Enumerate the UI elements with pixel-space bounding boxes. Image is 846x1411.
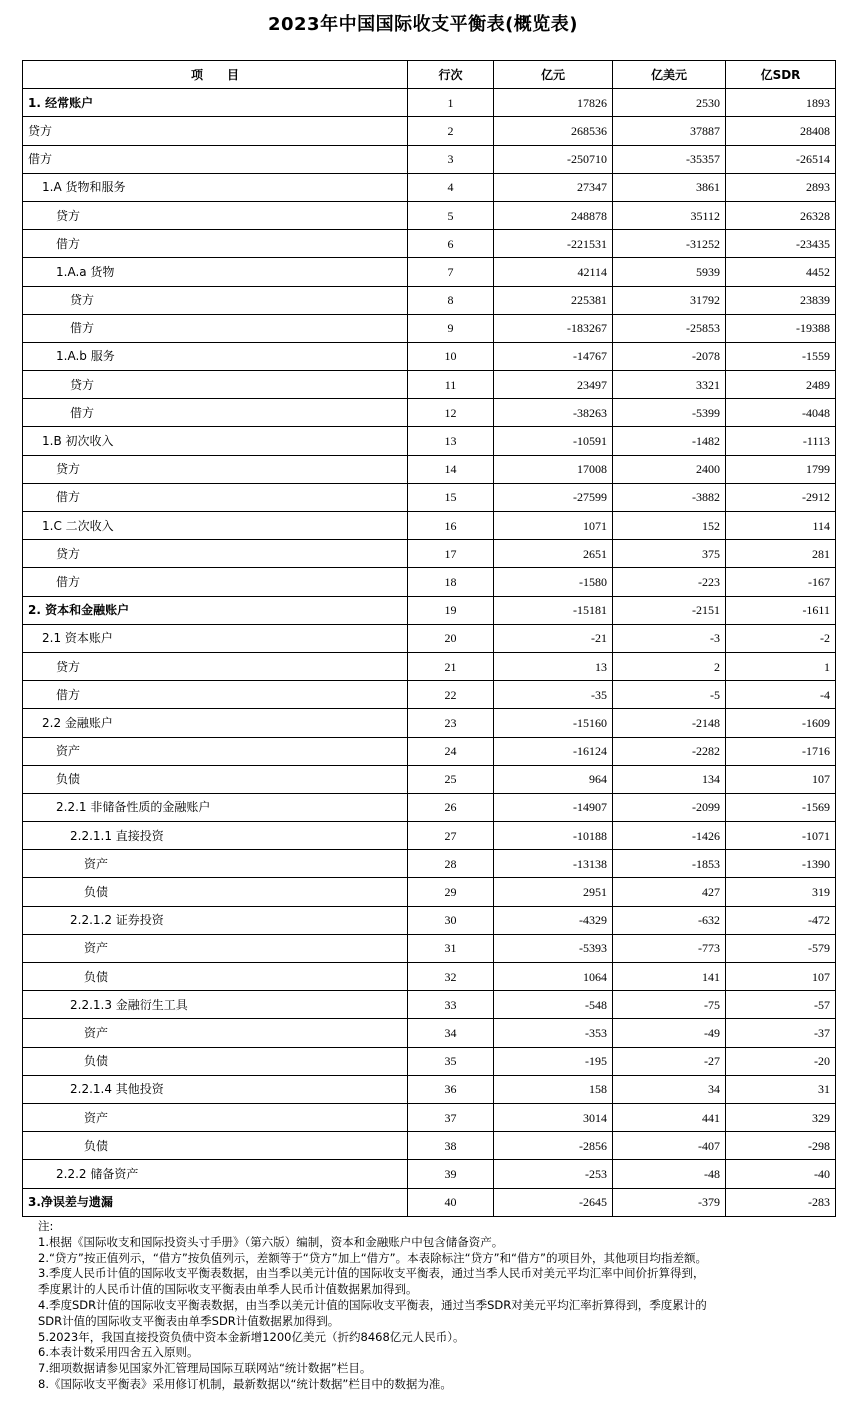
- row-value-usd: -2078: [613, 342, 726, 370]
- table-row: [23, 173, 836, 201]
- row-value-usd: 134: [613, 765, 726, 793]
- table-row: [23, 596, 836, 624]
- row-value-usd: 5939: [613, 258, 726, 286]
- row-value-sdr: 2489: [726, 371, 836, 399]
- row-value-sdr: -40: [726, 1160, 836, 1188]
- table-row: [23, 230, 836, 258]
- row-value-usd: 35112: [613, 201, 726, 229]
- row-line-number: 2: [408, 117, 494, 145]
- table-row: [23, 934, 836, 962]
- row-item-label: 贷方: [23, 455, 408, 483]
- row-value-usd: -2148: [613, 709, 726, 737]
- row-value-sdr: -1716: [726, 737, 836, 765]
- row-value-sdr: -2912: [726, 483, 836, 511]
- table-row: [23, 624, 836, 652]
- row-item-label: 资产: [23, 1019, 408, 1047]
- row-item-label: 借方: [23, 681, 408, 709]
- row-value-usd: -632: [613, 906, 726, 934]
- row-item-label: 借方: [23, 314, 408, 342]
- row-value-cny: -35: [494, 681, 613, 709]
- note-line: 4.季度SDR计值的国际收支平衡表数据，由当季以美元计值的国际收支平衡表，通过当季SDR对美元平均汇率折算得到，季度累计的: [38, 1297, 707, 1312]
- row-value-sdr: -26514: [726, 145, 836, 173]
- table-row: [23, 568, 836, 596]
- row-value-sdr: -1569: [726, 793, 836, 821]
- row-line-number: 18: [408, 568, 494, 596]
- row-value-sdr: -23435: [726, 230, 836, 258]
- header-usd: 亿美元: [613, 61, 726, 89]
- row-value-usd: -773: [613, 934, 726, 962]
- note-line: 6.本表计数采用四舍五入原则。: [38, 1345, 199, 1360]
- note-line: 3.季度人民币计值的国际收支平衡表数据，由当季以美元计值的国际收支平衡表，通过当季人民币对美元平均汇率中间价折算得到，: [38, 1266, 705, 1281]
- row-value-cny: -2856: [494, 1132, 613, 1160]
- bop-table: [22, 60, 836, 1217]
- header-sdr: 亿SDR: [726, 61, 836, 89]
- row-line-number: 4: [408, 173, 494, 201]
- row-item-label: 借方: [23, 399, 408, 427]
- row-value-sdr: -19388: [726, 314, 836, 342]
- row-line-number: 16: [408, 512, 494, 540]
- row-item-label: 1.A.b 服务: [23, 342, 408, 370]
- row-value-cny: 225381: [494, 286, 613, 314]
- row-value-cny: -38263: [494, 399, 613, 427]
- table-row: [23, 483, 836, 511]
- row-value-usd: -3: [613, 624, 726, 652]
- note-line: 注:: [38, 1219, 54, 1233]
- row-value-usd: -5399: [613, 399, 726, 427]
- row-line-number: 36: [408, 1075, 494, 1103]
- row-line-number: 15: [408, 483, 494, 511]
- row-value-sdr: 319: [726, 878, 836, 906]
- row-value-usd: -1482: [613, 427, 726, 455]
- row-value-cny: -10591: [494, 427, 613, 455]
- row-value-usd: 441: [613, 1103, 726, 1131]
- row-line-number: 3: [408, 145, 494, 173]
- row-value-usd: 2: [613, 652, 726, 680]
- row-value-usd: -5: [613, 681, 726, 709]
- row-item-label: 2.2.1.3 金融衍生工具: [23, 991, 408, 1019]
- row-value-cny: -195: [494, 1047, 613, 1075]
- table-row: [23, 314, 836, 342]
- table-row: [23, 963, 836, 991]
- table-row: [23, 765, 836, 793]
- row-value-cny: 23497: [494, 371, 613, 399]
- row-value-cny: 158: [494, 1075, 613, 1103]
- row-value-sdr: -57: [726, 991, 836, 1019]
- table-row: [23, 991, 836, 1019]
- row-value-sdr: 23839: [726, 286, 836, 314]
- row-line-number: 32: [408, 963, 494, 991]
- row-line-number: 33: [408, 991, 494, 1019]
- row-line-number: 29: [408, 878, 494, 906]
- table-row: [23, 1075, 836, 1103]
- row-value-usd: -223: [613, 568, 726, 596]
- row-value-cny: -16124: [494, 737, 613, 765]
- table-row: [23, 906, 836, 934]
- row-value-usd: 2400: [613, 455, 726, 483]
- table-row: [23, 1132, 836, 1160]
- row-item-label: 1.B 初次收入: [23, 427, 408, 455]
- row-value-usd: 34: [613, 1075, 726, 1103]
- row-line-number: 17: [408, 540, 494, 568]
- note-line: SDR计值的国际收支平衡表由单季SDR计值数据累加得到。: [38, 1313, 340, 1328]
- row-item-label: 负债: [23, 878, 408, 906]
- note-line: 5.2023年，我国直接投资负债中资本金新增1200亿美元（折约8468亿元人民币）。: [38, 1329, 465, 1344]
- header-line: 行次: [408, 61, 494, 89]
- row-line-number: 5: [408, 201, 494, 229]
- row-item-label: 贷方: [23, 371, 408, 399]
- row-value-cny: 268536: [494, 117, 613, 145]
- row-line-number: 8: [408, 286, 494, 314]
- note-line: 2.“贷方”按正值列示，“借方”按负值列示，差额等于“贷方”加上“借方”。本表除标注“贷方”和“借方”的项目外，其他项目均指差额。: [38, 1250, 707, 1265]
- row-item-label: 贷方: [23, 286, 408, 314]
- row-value-cny: 248878: [494, 201, 613, 229]
- table-row: [23, 117, 836, 145]
- row-value-sdr: 2893: [726, 173, 836, 201]
- row-value-usd: 141: [613, 963, 726, 991]
- row-line-number: 22: [408, 681, 494, 709]
- row-item-label: 资产: [23, 737, 408, 765]
- row-value-cny: 2651: [494, 540, 613, 568]
- row-item-label: 2.2.1.2 证券投资: [23, 906, 408, 934]
- row-value-usd: -1426: [613, 822, 726, 850]
- table-row: [23, 1019, 836, 1047]
- row-value-cny: -250710: [494, 145, 613, 173]
- table-body: [23, 89, 836, 1217]
- row-line-number: 34: [408, 1019, 494, 1047]
- row-item-label: 1.A.a 货物: [23, 258, 408, 286]
- row-item-label: 2.2.1.1 直接投资: [23, 822, 408, 850]
- row-value-cny: 2951: [494, 878, 613, 906]
- table-row: [23, 455, 836, 483]
- notes: [38, 1219, 838, 1393]
- row-value-sdr: 107: [726, 765, 836, 793]
- table-row: [23, 878, 836, 906]
- row-value-sdr: -298: [726, 1132, 836, 1160]
- row-value-cny: -27599: [494, 483, 613, 511]
- row-item-label: 贷方: [23, 540, 408, 568]
- row-value-sdr: 28408: [726, 117, 836, 145]
- row-line-number: 20: [408, 624, 494, 652]
- row-value-cny: -21: [494, 624, 613, 652]
- row-value-usd: 375: [613, 540, 726, 568]
- row-value-usd: -31252: [613, 230, 726, 258]
- row-value-sdr: 329: [726, 1103, 836, 1131]
- row-value-usd: 3861: [613, 173, 726, 201]
- row-value-sdr: 26328: [726, 201, 836, 229]
- row-value-usd: -75: [613, 991, 726, 1019]
- row-value-sdr: 31: [726, 1075, 836, 1103]
- row-item-label: 贷方: [23, 117, 408, 145]
- row-line-number: 11: [408, 371, 494, 399]
- row-line-number: 10: [408, 342, 494, 370]
- row-value-cny: -10188: [494, 822, 613, 850]
- row-line-number: 39: [408, 1160, 494, 1188]
- row-line-number: 14: [408, 455, 494, 483]
- row-value-sdr: -4048: [726, 399, 836, 427]
- row-item-label: 2.2 金融账户: [23, 709, 408, 737]
- table-row: [23, 1188, 836, 1216]
- row-value-cny: 27347: [494, 173, 613, 201]
- row-item-label: 借方: [23, 568, 408, 596]
- row-value-cny: 42114: [494, 258, 613, 286]
- table-row: [23, 681, 836, 709]
- row-value-cny: 13: [494, 652, 613, 680]
- row-value-usd: -27: [613, 1047, 726, 1075]
- row-value-sdr: -1071: [726, 822, 836, 850]
- row-line-number: 27: [408, 822, 494, 850]
- table-row: [23, 399, 836, 427]
- row-item-label: 负债: [23, 1132, 408, 1160]
- row-item-label: 2.2.1 非储备性质的金融账户: [23, 793, 408, 821]
- row-line-number: 13: [408, 427, 494, 455]
- row-line-number: 35: [408, 1047, 494, 1075]
- row-line-number: 28: [408, 850, 494, 878]
- row-value-sdr: -1390: [726, 850, 836, 878]
- row-item-label: 1. 经常账户: [23, 89, 408, 117]
- row-value-cny: 1064: [494, 963, 613, 991]
- row-item-label: 负债: [23, 1047, 408, 1075]
- row-line-number: 1: [408, 89, 494, 117]
- row-line-number: 7: [408, 258, 494, 286]
- row-value-cny: -4329: [494, 906, 613, 934]
- row-value-sdr: -2: [726, 624, 836, 652]
- table-row: [23, 822, 836, 850]
- row-value-cny: -353: [494, 1019, 613, 1047]
- row-value-sdr: -1611: [726, 596, 836, 624]
- row-line-number: 9: [408, 314, 494, 342]
- row-value-usd: 31792: [613, 286, 726, 314]
- row-value-sdr: 4452: [726, 258, 836, 286]
- row-value-usd: 152: [613, 512, 726, 540]
- row-value-sdr: -4: [726, 681, 836, 709]
- row-item-label: 资产: [23, 934, 408, 962]
- row-item-label: 负债: [23, 963, 408, 991]
- row-item-label: 贷方: [23, 201, 408, 229]
- row-value-sdr: 1893: [726, 89, 836, 117]
- row-value-cny: 17826: [494, 89, 613, 117]
- row-value-usd: 37887: [613, 117, 726, 145]
- row-line-number: 40: [408, 1188, 494, 1216]
- row-value-usd: -2282: [613, 737, 726, 765]
- row-value-sdr: -1609: [726, 709, 836, 737]
- row-line-number: 31: [408, 934, 494, 962]
- row-value-usd: -3882: [613, 483, 726, 511]
- table-row: [23, 737, 836, 765]
- row-value-usd: 427: [613, 878, 726, 906]
- row-item-label: 借方: [23, 483, 408, 511]
- row-value-sdr: -283: [726, 1188, 836, 1216]
- row-item-label: 借方: [23, 230, 408, 258]
- row-value-cny: -14767: [494, 342, 613, 370]
- row-line-number: 24: [408, 737, 494, 765]
- row-value-sdr: -1113: [726, 427, 836, 455]
- row-value-cny: -15160: [494, 709, 613, 737]
- row-value-usd: -2099: [613, 793, 726, 821]
- table-header-row: [23, 61, 836, 89]
- row-line-number: 21: [408, 652, 494, 680]
- row-value-cny: -548: [494, 991, 613, 1019]
- row-value-sdr: 114: [726, 512, 836, 540]
- row-value-usd: 3321: [613, 371, 726, 399]
- row-item-label: 负债: [23, 765, 408, 793]
- table-row: [23, 89, 836, 117]
- header-cny: 亿元: [494, 61, 613, 89]
- note-line: 1.根据《国际收支和国际投资头寸手册》（第六版）编制，资本和金融账户中包含储备资产。: [38, 1234, 504, 1249]
- row-value-sdr: 107: [726, 963, 836, 991]
- table-row: [23, 258, 836, 286]
- row-value-usd: -407: [613, 1132, 726, 1160]
- row-item-label: 贷方: [23, 652, 408, 680]
- row-line-number: 25: [408, 765, 494, 793]
- row-item-label: 资产: [23, 1103, 408, 1131]
- table-row: [23, 540, 836, 568]
- row-value-cny: -14907: [494, 793, 613, 821]
- row-value-sdr: -20: [726, 1047, 836, 1075]
- row-item-label: 2.1 资本账户: [23, 624, 408, 652]
- row-value-cny: -15181: [494, 596, 613, 624]
- row-value-sdr: -472: [726, 906, 836, 934]
- row-value-cny: -183267: [494, 314, 613, 342]
- row-value-cny: 964: [494, 765, 613, 793]
- table-row: [23, 652, 836, 680]
- row-value-cny: 3014: [494, 1103, 613, 1131]
- row-value-sdr: -579: [726, 934, 836, 962]
- row-line-number: 26: [408, 793, 494, 821]
- row-value-usd: 2530: [613, 89, 726, 117]
- table-row: [23, 850, 836, 878]
- table-row: [23, 793, 836, 821]
- table-row: [23, 427, 836, 455]
- row-value-usd: -48: [613, 1160, 726, 1188]
- row-value-usd: -2151: [613, 596, 726, 624]
- row-value-sdr: 281: [726, 540, 836, 568]
- row-item-label: 2.2.1.4 其他投资: [23, 1075, 408, 1103]
- row-value-cny: -13138: [494, 850, 613, 878]
- row-value-sdr: -1559: [726, 342, 836, 370]
- table-row: [23, 1047, 836, 1075]
- note-line: 7.细项数据请参见国家外汇管理局国际互联网站“统计数据”栏目。: [38, 1361, 372, 1376]
- row-value-cny: 17008: [494, 455, 613, 483]
- table-row: [23, 342, 836, 370]
- table-row: [23, 371, 836, 399]
- row-item-label: 资产: [23, 850, 408, 878]
- row-item-label: 1.A 货物和服务: [23, 173, 408, 201]
- row-line-number: 6: [408, 230, 494, 258]
- table-row: [23, 1160, 836, 1188]
- table-row: [23, 201, 836, 229]
- row-value-cny: -2645: [494, 1188, 613, 1216]
- row-value-usd: -49: [613, 1019, 726, 1047]
- table-row: [23, 1103, 836, 1131]
- table-row: [23, 709, 836, 737]
- row-line-number: 38: [408, 1132, 494, 1160]
- row-line-number: 30: [408, 906, 494, 934]
- row-value-usd: -379: [613, 1188, 726, 1216]
- row-value-sdr: 1: [726, 652, 836, 680]
- row-value-usd: -25853: [613, 314, 726, 342]
- note-line: 季度累计的人民币计值的国际收支平衡表由单季人民币计值数据累加得到。: [38, 1282, 418, 1297]
- table-row: [23, 512, 836, 540]
- table-row: [23, 286, 836, 314]
- row-item-label: 3.净误差与遗漏: [23, 1188, 408, 1216]
- row-item-label: 2. 资本和金融账户: [23, 596, 408, 624]
- row-line-number: 23: [408, 709, 494, 737]
- row-value-cny: 1071: [494, 512, 613, 540]
- table-row: [23, 145, 836, 173]
- row-value-usd: -35357: [613, 145, 726, 173]
- row-value-cny: -5393: [494, 934, 613, 962]
- note-line: 8.《国际收支平衡表》采用修订机制，最新数据以“统计数据”栏目中的数据为准。: [38, 1376, 452, 1391]
- row-value-cny: -253: [494, 1160, 613, 1188]
- row-value-sdr: 1799: [726, 455, 836, 483]
- row-line-number: 19: [408, 596, 494, 624]
- row-item-label: 1.C 二次收入: [23, 512, 408, 540]
- row-value-sdr: -37: [726, 1019, 836, 1047]
- row-value-sdr: -167: [726, 568, 836, 596]
- row-value-usd: -1853: [613, 850, 726, 878]
- row-line-number: 12: [408, 399, 494, 427]
- row-value-cny: -1580: [494, 568, 613, 596]
- row-value-cny: -221531: [494, 230, 613, 258]
- row-item-label: 2.2.2 储备资产: [23, 1160, 408, 1188]
- page-title: 2023年中国国际收支平衡表(概览表): [267, 14, 579, 35]
- header-item: 项 目: [23, 61, 408, 89]
- row-item-label: 借方: [23, 145, 408, 173]
- row-line-number: 37: [408, 1103, 494, 1131]
